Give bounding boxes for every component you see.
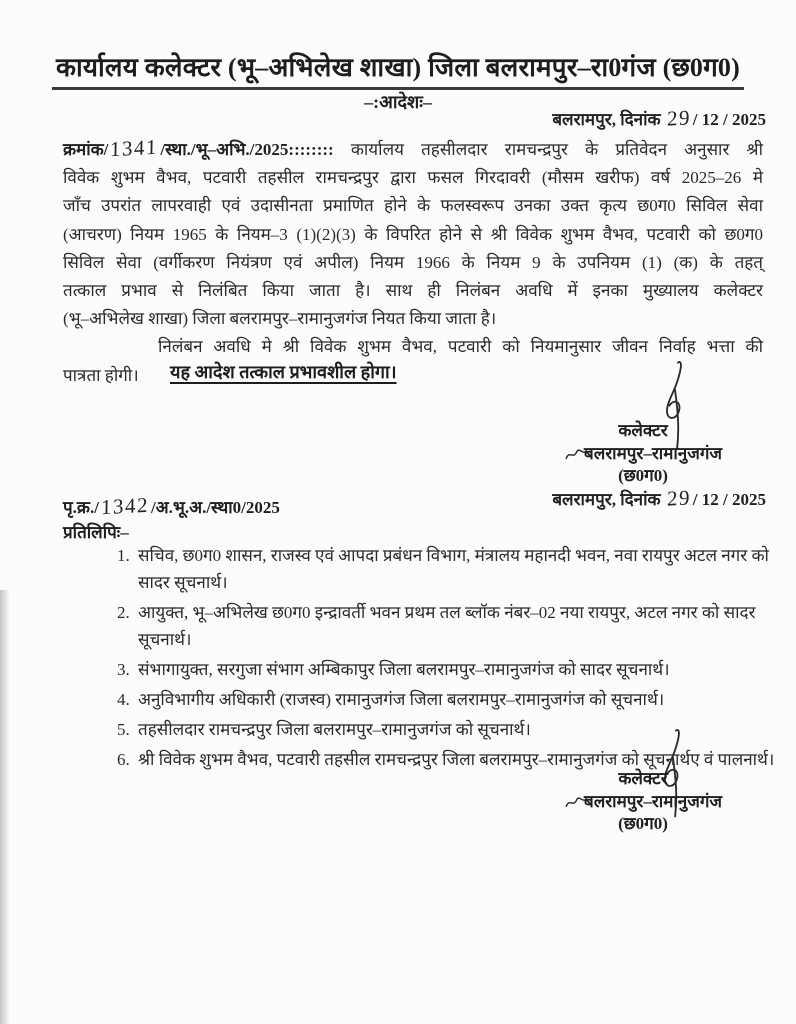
signature-block-top xyxy=(528,420,758,488)
ref1-after-text: कार्यालय तहसीलदार रामचन्द्रपुर के प्रतिवेदन अनुसार श्री xyxy=(333,140,763,159)
signatory-district-text: बलरामपुर–रामानुजगंज xyxy=(583,443,723,463)
signatory-state: (छ0ग0) xyxy=(618,814,668,833)
copy-item-1: 1. सचिव, छ0ग0 शासन, राजस्व एवं आपदा प्रबंधन विभाग, मंत्रालय महानदी भवन, नवा रायपुर अटल नगर को सादर सूचनार्थ। xyxy=(134,542,790,596)
ref1-suffix: /स्था./भू–अभि./2025:::::::: xyxy=(160,140,334,159)
body-line: सिविल सेवा (वर्गीकरण नियंत्रण एवं अपील) नियम 1966 के नियम 9 के उपनियम (1) (क) के तहत् xyxy=(63,252,763,272)
signatory-role: कलेक्टर xyxy=(618,769,668,788)
suspension-allowance-line: निलंबन अवधि मे श्री विवेक शुभम वैभव, पटवारी को नियमानुसार जीवन निर्वाह भत्ता की xyxy=(158,337,763,357)
copy-item-3: 3. संभागायुक्त, सरगुजा संभाग अम्बिकापुर जिला बलरामपुर–रामानुजगंज को सादर सूचनार्थ। xyxy=(134,656,790,683)
effective-order-line: यह आदेश तत्काल प्रभावशील होगा। xyxy=(170,362,397,382)
page-title: कार्यालय कलेक्टर (भू–अभिलेख शाखा) जिला बलरामपुर–रा0गंज (छ0ग0) xyxy=(52,48,744,90)
ref1-label: क्रमांक/ xyxy=(63,140,109,159)
signatory-role: कलेक्टर xyxy=(618,421,668,440)
body-line: (आचरण) नियम 1965 के नियम–3 (1)(2)(3) के विपरित होने से श्री विवेक शुभम वैभव, पटवारी को छ0ग0 xyxy=(63,224,763,244)
body-line: (भू–अभिलेख शाखा) जिला बलरामपुर–रामानुजगंज नियत किया जाता है। xyxy=(63,309,497,329)
ref1-number-handwritten: 1341 xyxy=(110,134,159,162)
scan-edge-shadow xyxy=(0,590,10,1024)
order-heading: –:आदेशः– xyxy=(364,92,432,112)
dateline-top-tail: / 12 / 2025 xyxy=(692,110,766,129)
signatory-district xyxy=(528,443,758,466)
reference-number-line xyxy=(63,134,763,164)
signatory-district xyxy=(528,791,758,814)
ref2-label: पृ.क्र./ xyxy=(63,498,99,517)
copy-item-6: 6. श्री विवेक शुभम वैभव, पटवारी तहसील रामचन्द्रपुर जिला बलरामपुर–रामानुजगंज को सूचनार्थए वं पालनार्थ। xyxy=(134,746,790,773)
dateline-bottom-tail: / 12 / 2025 xyxy=(692,490,766,509)
copy-item-4: 4. अनुविभागीय अधिकारी (राजस्व) रामानुजगंज जिला बलरामपुर–रामानुजगंज को सूचनार्थ। xyxy=(134,686,790,713)
dateline-bottom xyxy=(552,486,766,511)
body-line: विवेक शुभम वैभव, पटवारी तहसील रामचन्द्रपुर द्वारा फसल गिरदावरी (मौसम खरीफ) वर्ष 2025–26 मे xyxy=(63,168,763,188)
ref2-number-handwritten: 1342 xyxy=(100,492,150,520)
copy-item-5: 5. तहसीलदार रामचन्द्रपुर जिला बलरामपुर–रामानुजगंज को सूचनार्थ। xyxy=(134,716,790,743)
copy-item-2: 2. आयुक्त, भू–अभिलेख छ0ग0 इन्द्रावर्ती भवन प्रथम तल ब्लॉक नंबर–02 नया रायपुर, अटल नगर को सादर सूचनार्थ। xyxy=(134,599,790,653)
dateline-top-day-handwritten: 29 xyxy=(666,105,691,131)
dateline-top xyxy=(552,106,766,131)
signature-block-bottom xyxy=(528,768,758,836)
dateline-bottom-place: बलरामपुर, दिनांक xyxy=(552,490,665,509)
copies-heading: प्रतिलिपिः– xyxy=(63,523,129,542)
signatory-district-text: बलरामपुर–रामानुजगंज xyxy=(583,791,723,811)
body-line: जाँच उपरांत लापरवाही एवं उदासीनता प्रमाणित होने के फलस्वरूप उनका उक्त कृत्य छ0ग0 सिविल सेवा xyxy=(63,196,763,216)
signatory-state: (छ0ग0) xyxy=(618,466,668,485)
ref2-suffix: /अ.भू.अ./स्था0/2025 xyxy=(150,498,280,517)
order-body xyxy=(63,134,763,390)
dateline-bottom-day-handwritten: 29 xyxy=(666,485,691,511)
header xyxy=(0,48,796,90)
suspension-allowance-line-2: पात्रता होगी। xyxy=(63,365,139,385)
outward-number-line xyxy=(63,494,280,519)
dateline-top-place: बलरामपुर, दिनांक xyxy=(552,110,665,129)
body-line: तत्काल प्रभाव से निलंबित किया जाता है। साथ ही निलंबन अवधि में इनका मुख्यालय कलेक्टर xyxy=(63,281,763,301)
